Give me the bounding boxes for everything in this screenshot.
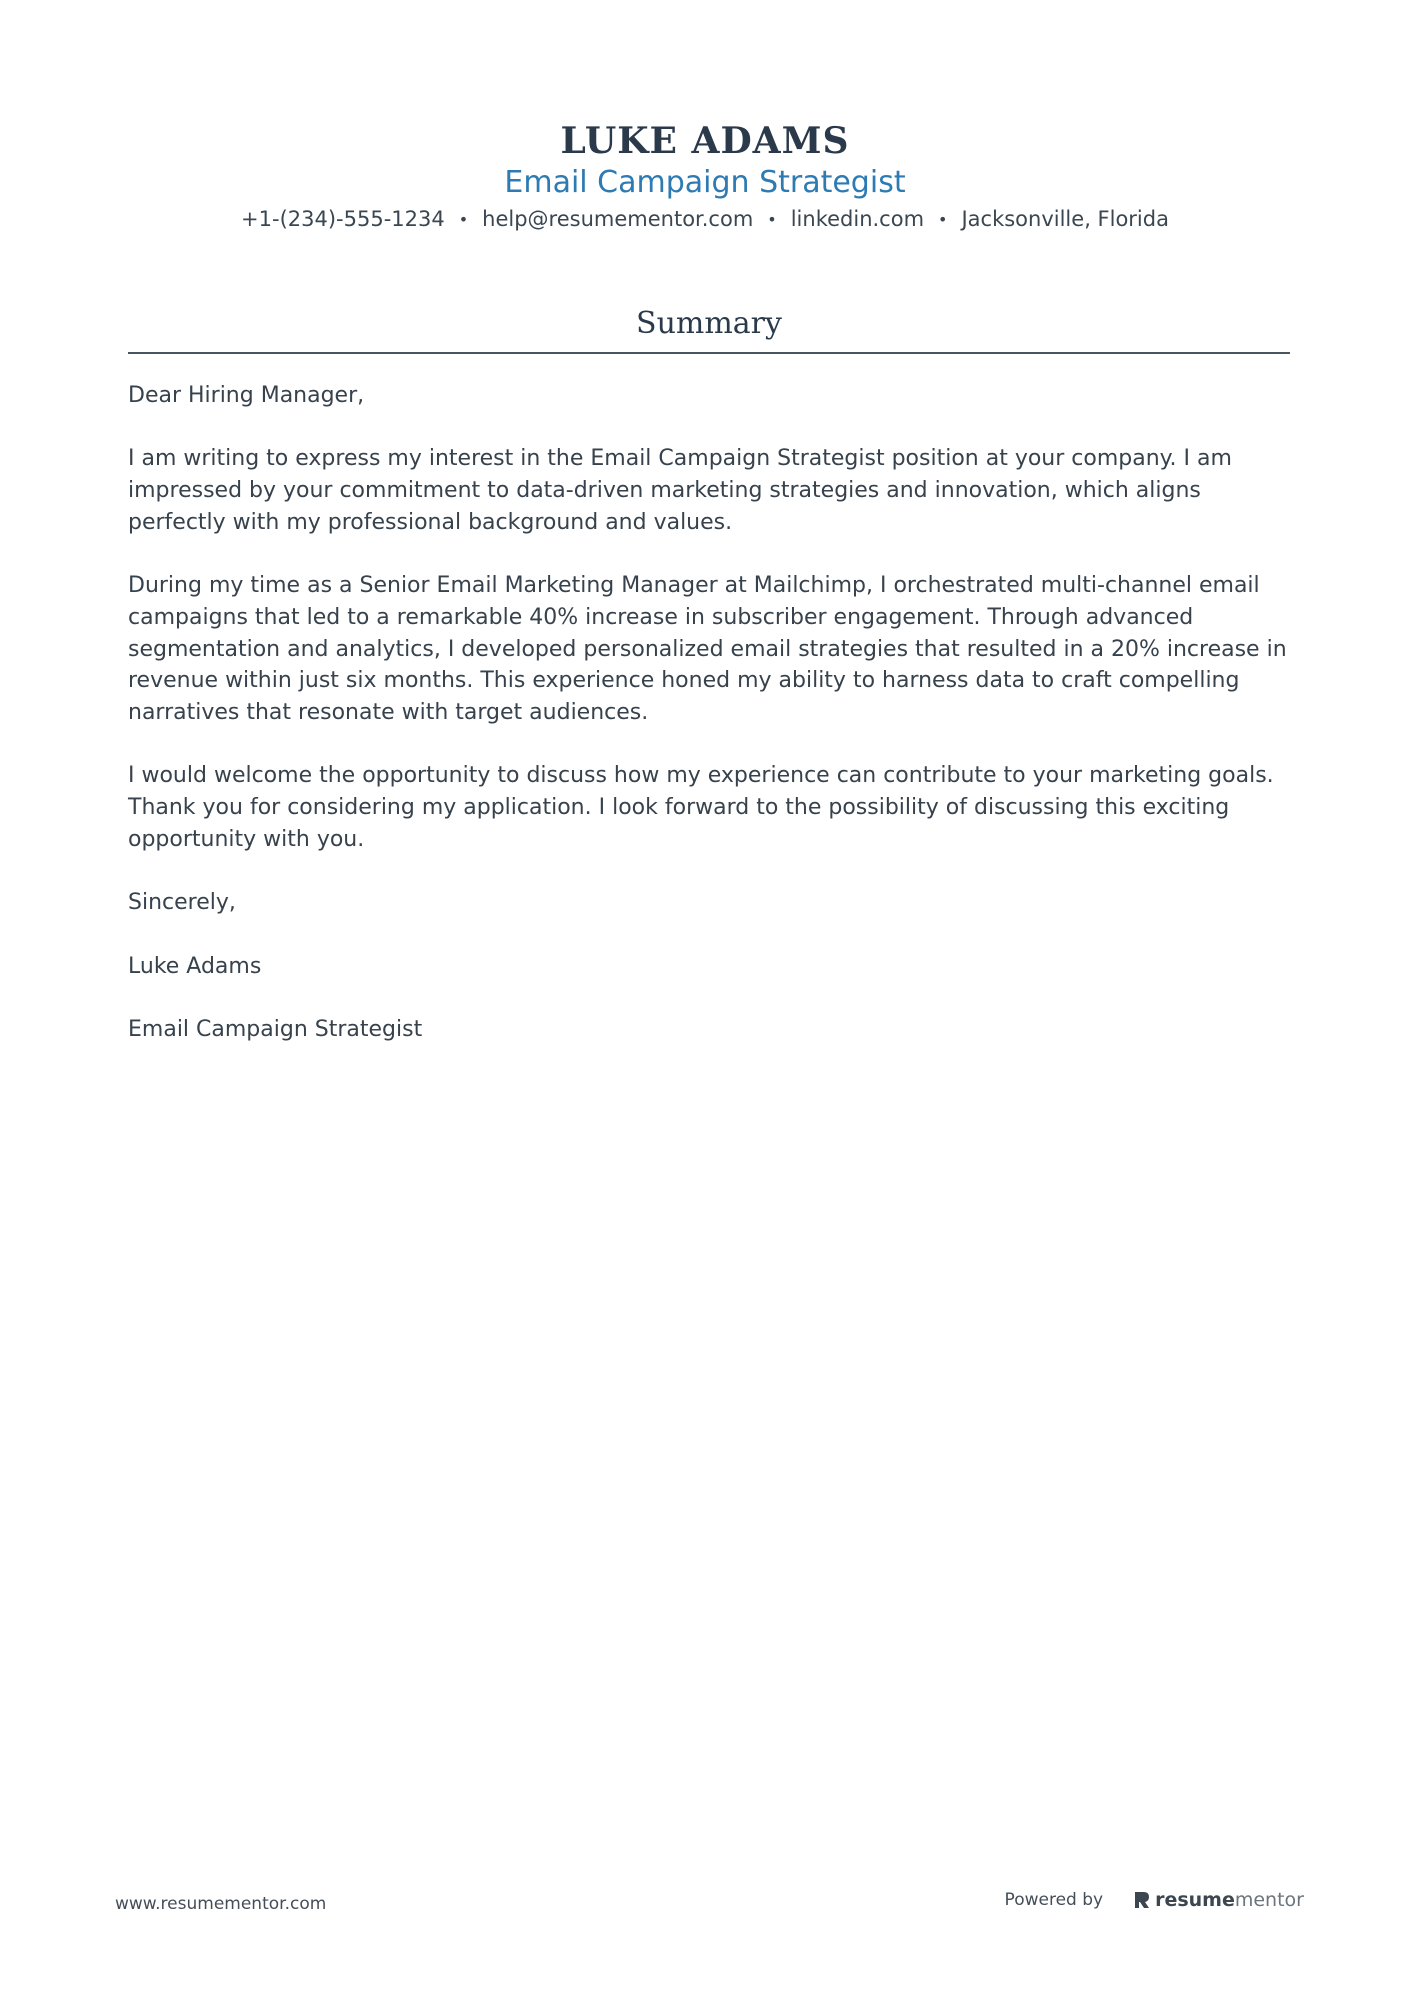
contact-line <box>0 204 1410 235</box>
letter-greeting: Dear Hiring Manager, <box>128 383 365 408</box>
resumementor-logo-icon <box>1133 1890 1151 1910</box>
signature-title: Email Campaign Strategist <box>128 1016 423 1042</box>
letter-paragraph: I would welcome the opportunity to discuss how my experience can contribute to your marketing goals. Thank you for considering my application. I look forward to the possibility of discussing this exciting opportunity with you. <box>128 763 1274 852</box>
candidate-title: Email Campaign Strategist <box>504 165 906 200</box>
letter-paragraph: I am writing to express my interest in the Email Campaign Strategist position at your company. I am impressed by your commitment to data-driven marketing strategies and innovation, which aligns perfectly with my professional background and values. <box>128 446 1232 535</box>
brand-name-light: mentor <box>1234 1889 1304 1911</box>
signature-name: Luke Adams <box>128 953 262 979</box>
contact-email: help@resumementor.com <box>482 207 754 231</box>
brand-name-bold: resume <box>1155 1889 1235 1911</box>
contact-separator: • <box>458 210 469 229</box>
footer-powered-by <box>1005 1889 1304 1911</box>
contact-phone: +1-(234)-555-1234 <box>241 207 445 231</box>
letter-paragraph: During my time as a Senior Email Marketing Manager at Mailchimp, I orchestrated multi-channel email campaigns that led to a remarkable 40% increase in subscriber engagement. Through advanced segmentation and analytics, I developed personalized email strategies that resulted in a 20% increase in revenue within just six months. This experience honed my ability to harness data to craft compelling narratives that resonate with target audiences. <box>128 573 1287 725</box>
contact-separator: • <box>938 210 948 229</box>
letter-closing: Sincerely, <box>128 890 236 916</box>
contact-linkedin: linkedin.com <box>790 207 925 231</box>
footer-website: www.resumementor.com <box>115 1894 327 1914</box>
brand-logo <box>1133 1889 1304 1911</box>
section-title: Summary <box>636 306 782 341</box>
header <box>0 118 1410 235</box>
candidate-name: LUKE ADAMS <box>560 120 850 162</box>
powered-by-label: Powered by <box>1004 1890 1104 1910</box>
section-divider <box>128 352 1290 354</box>
contact-location: Jacksonville, Florida <box>961 207 1169 231</box>
contact-separator: • <box>767 210 777 229</box>
letter-body <box>128 380 1298 1077</box>
